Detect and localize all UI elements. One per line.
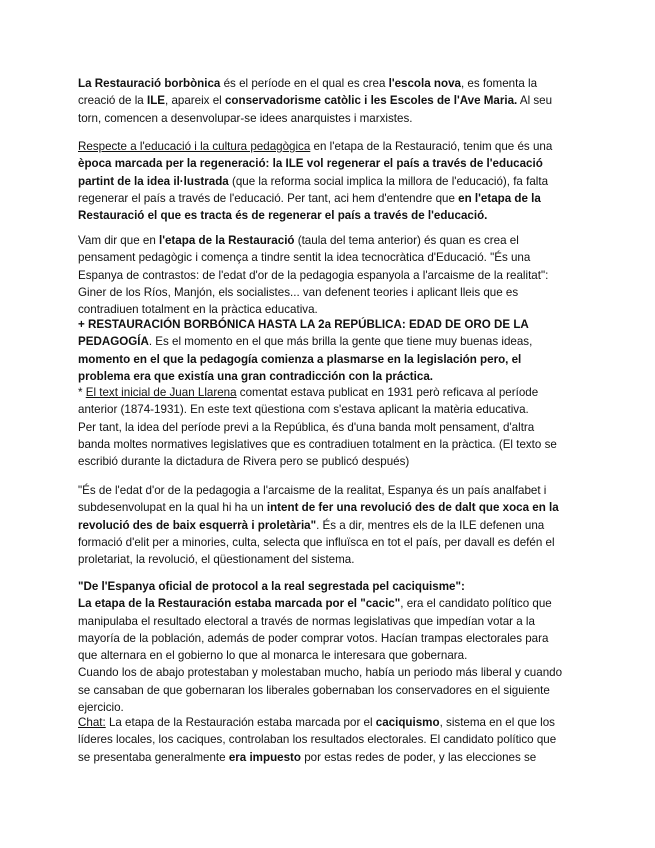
paragraph-caciquisme	[78, 578, 566, 716]
text-run: època marcada per la regeneració: la ILE vol regenerar el país a través de l'educació partint de la idea il·lustrada	[78, 157, 543, 188]
text-run: *	[78, 386, 86, 399]
text-run: (taula del tema anterior) és quan es crea el pensament pedagògic i comença a tindre sentit la idea tecnocràtica d'Educació. "És una Espanya de contrastos: de l'edat d'or de la pedagogia espanyola a l'arcaisme de la realitat": Giner de los Ríos, Manjón, els socialistes... van defenent teories i aplicant lleis que es contradiuen totalment en la pràctica educativa.	[78, 234, 549, 317]
text-run: era impuesto	[228, 750, 301, 764]
paragraph-edad-de-oro	[78, 316, 566, 385]
text-run: en l'etapa de la Restauració el que es tracta és de regenerar el país a través de l'educació.	[78, 191, 541, 223]
paragraph-juan-llarena	[78, 384, 566, 470]
text-run: caciquismo	[375, 716, 440, 729]
text-run: . És a dir, mentres els de la ILE defenen una formació d'elit per a minories, culta, selecta que influïsca en tot el país, per davall es defén el proletariat, la revolució, el qüestionament del sistema.	[78, 518, 555, 567]
text-run: Cuando los de abajo protestaban y molestaban mucho, había un periodo más liberal y cuando se cansaban de que gobernaran los liberales gobernaban los conservadores en el siguiente ejercicio.	[78, 666, 563, 715]
text-run: + RESTAURACIÓN BORBÓNICA HASTA LA 2a REPÚBLICA: EDAD DE ORO DE LA PEDAGOGÍA	[78, 318, 529, 349]
text-run: El text inicial de Juan Llarena	[85, 386, 237, 399]
text-run: intent de fer una revolució des de dalt que xoca en la revolució des de baix esquerrà i proletària"	[78, 501, 559, 532]
text-run: , es fomenta la creació de la	[78, 77, 538, 108]
text-run: és el període en el qual es crea	[220, 77, 389, 90]
text-run: La etapa de la Restauración estaba marcada por el "cacic"	[78, 597, 401, 611]
paragraph-quote-revolucio	[78, 482, 566, 568]
text-run: La etapa de la Restauración estaba marcada por el	[105, 716, 376, 729]
paragraph-pensament-pedagogic	[78, 232, 566, 318]
text-run: Chat:	[78, 716, 106, 729]
paragraph-restauracio-intro	[78, 75, 566, 127]
text-run: conservadorisme catòlic i les Escoles de l'Ave Maria.	[224, 94, 518, 108]
text-run: l'escola nova	[388, 77, 461, 90]
text-run: momento en el que la pedagogía comienza a plasmarse en la legislación pero, el problema era que existía una gran contradicción con la práctica.	[78, 352, 522, 383]
text-run: Per tant, la idea del període previ a la República, és d'una banda molt pensament, d'altra banda moltes normatives legislatives que es contradiuen totalment en la pràctica. (El texto se escribió durante la dictadura de Rivera pero se publicó después)	[78, 420, 557, 469]
text-run: comentat estava publicat en 1931 però reficava al període anterior (1874-1931). En este text qüestiona com s'estava aplicant la matèria educativa.	[78, 386, 539, 417]
text-run: ILE	[146, 94, 166, 108]
text-run: Vam dir que en	[78, 234, 159, 247]
text-run: Al seu torn, comencen a desenvolupar-se idees anarquistes i marxistes.	[78, 94, 553, 125]
text-run: Respecte a l'educació i la cultura pedagògica	[78, 140, 311, 153]
paragraph-educacio-regeneracio	[78, 138, 566, 224]
text-run: "De l'Espanya oficial de protocol a la real segrestada pel caciquisme":	[78, 580, 465, 593]
paragraph-chat	[78, 714, 566, 766]
text-run: La Restauració borbònica	[78, 77, 221, 90]
text-run: (que la reforma social implica la millora de l'educació), fa falta regenerar el país a través de l'educació. Per tant, aci hem d'entendre que	[78, 174, 549, 205]
text-run: . Es el momento en el que más brilla la gente que tiene muy buenas ideas,	[148, 335, 533, 349]
text-run: en l'etapa de la Restauració, tenim que és una	[310, 140, 553, 153]
text-run: , era el candidato político que manipulaba el resultado electoral a través de normas legislativas que impedían votar a la mayoría de la población, además de poder comprar votos. Hacían trampas electorales para que alternara en el gobierno lo que al monarca le interesara que gobernara.	[78, 597, 552, 663]
text-run: l'etapa de la Restauració	[159, 234, 295, 247]
text-run: por estas redes de poder, y las elecciones se	[301, 750, 537, 764]
text-run: , sistema en el que los líderes locales, los caciques, controlaban los resultados electorales. El candidato político que se presentaba generalmente	[78, 716, 557, 764]
text-run: "És de l'edat d'or de la pedagogia a l'arcaisme de la realitat, Espanya és un país analfabet i subdesenvolupat en la qual hi ha un	[78, 484, 547, 515]
text-run: , apareix el	[165, 94, 225, 108]
